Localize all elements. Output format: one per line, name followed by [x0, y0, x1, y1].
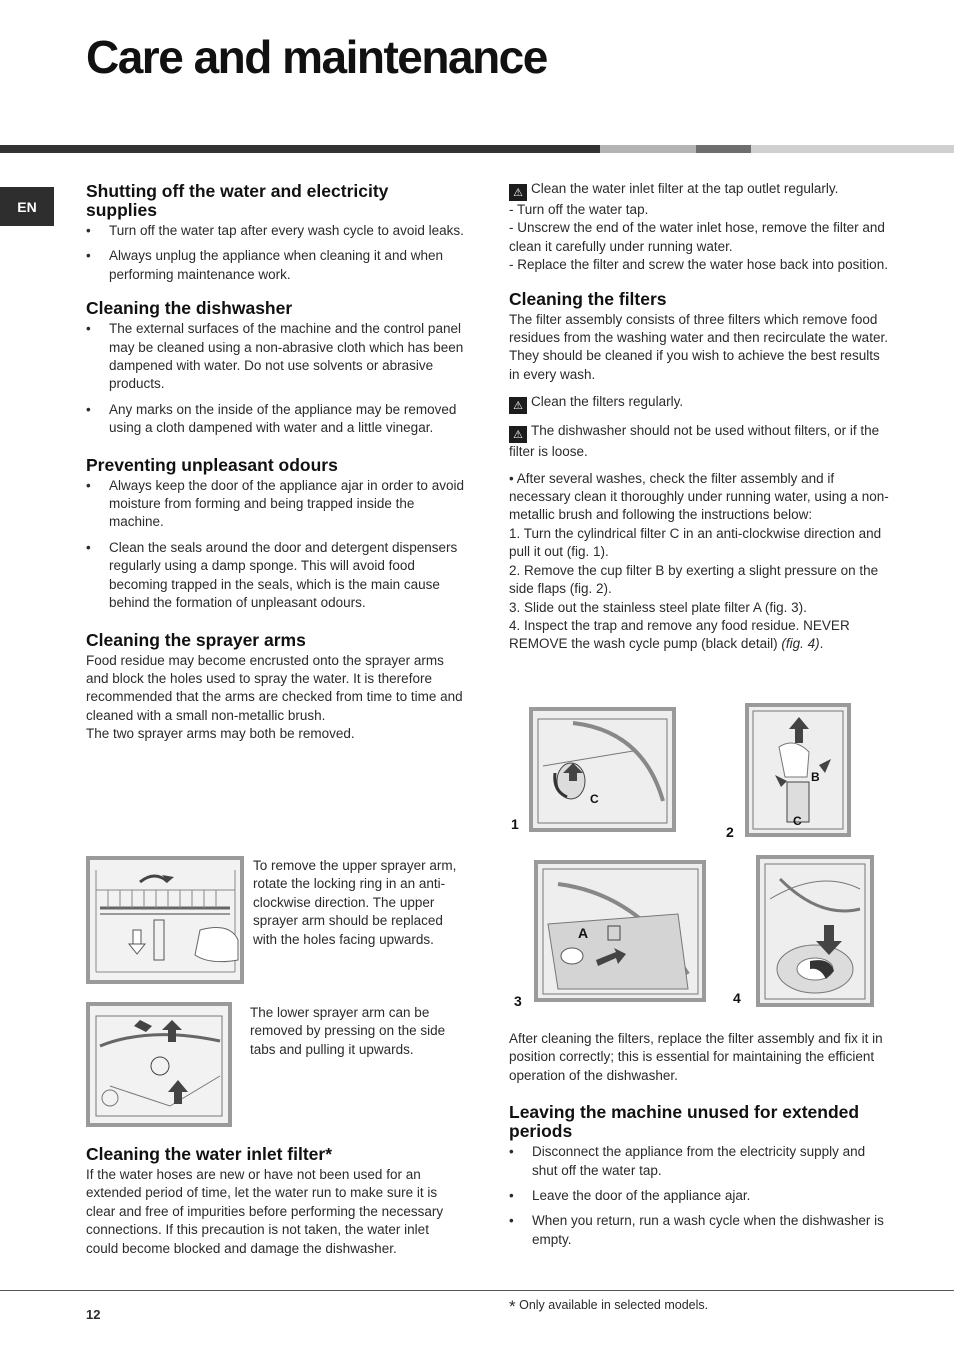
sprayer-removable-text: The two sprayer arms may both be removed. [86, 726, 355, 742]
list-item: • Always keep the door of the appliance ajar in order to avoid moisture from forming and being trapped inside the machine. [86, 477, 464, 532]
lower-sprayer-figure [86, 1002, 232, 1127]
inlet-filter-section [86, 1145, 464, 1258]
sprayer-text: Food residue may become encrusted onto the sprayer arms and block the holes used to spray the water. It is therefore recommended that the arms are checked from time to time and cleaned with a small non-metallic brush. [86, 652, 463, 723]
fig4-illustration [760, 859, 870, 1003]
filters-step: 2. Remove the cup filter B by exerting a slight pressure on the side flaps (fig. 2). [509, 562, 879, 597]
filters-step-4-ref: (fig. 4) [781, 636, 820, 652]
odours-heading: Preventing unpleasant odours [86, 454, 338, 475]
fig2-label-b: B [811, 770, 820, 784]
filter-figure-3 [534, 860, 706, 1002]
header-bar-light [600, 145, 696, 153]
filters-after-text: After cleaning the filters, replace the filter assembly and fix it in position correctly; this is essential for maintaining the efficient operation of the dishwasher. [509, 1031, 883, 1083]
tap-filter-step: - Unscrew the end of the water inlet hose, remove the filter and clean it carefully under running water. [509, 220, 885, 254]
fig3-label-a: A [578, 925, 589, 941]
filters-warning-1-text: Clean the filters regularly. [531, 394, 684, 410]
warning-icon: ⚠ [509, 426, 527, 443]
sprayer-heading: Cleaning the sprayer arms [86, 629, 306, 650]
footnote [509, 1297, 708, 1317]
page-title: Care and maintenance [86, 31, 547, 83]
filters-intro: • After several washes, check the filter assembly and if necessary clean it thoroughly under running water, using a non-metallic brush and following the instructions below: [509, 470, 889, 523]
header-bar-mid [696, 145, 751, 153]
list-item: • Any marks on the inside of the appliance may be removed using a cloth dampened with water and a little vinegar. [86, 401, 464, 438]
filters-step-4-text: 4. Inspect the trap and remove any food residue. NEVER REMOVE the wash cycle pump (black detail) [509, 617, 850, 652]
upper-sprayer-illustration [90, 860, 240, 980]
list-item: • Disconnect the appliance from the electricity supply and shut off the water tap. [509, 1143, 891, 1180]
fig2-number: 2 [726, 824, 734, 840]
list-item: • Turn off the water tap after every wash cycle to avoid leaks. [86, 222, 464, 240]
fig4-number: 4 [733, 990, 741, 1006]
list-item: • When you return, run a wash cycle when the dishwasher is empty. [509, 1212, 891, 1249]
filters-warning-1 [509, 393, 891, 414]
fig2-label-c: C [793, 814, 802, 828]
inlet-filter-text: If the water hoses are new or have not been used for an extended period of time, let the water run to make sure it is clear and free of impurities before performing the necessary connections. If this precaution is not taken, the water inlet could become blocked and damage the dishwasher. [86, 1167, 444, 1256]
shutoff-list [86, 222, 464, 284]
filters-text: The filter assembly consists of three filters which remove food residues from the washing water and then recirculate the water. They should be cleaned if you wish to achieve the best results in every wash. [509, 311, 888, 382]
lower-sprayer-caption: The lower sprayer arm can be removed by pressing on the side tabs and pulling it upwards. [250, 1005, 446, 1057]
tap-filter-step: - Turn off the water tap. [509, 202, 649, 217]
tap-filter-warning-text: Clean the water inlet filter at the tap outlet regularly. [531, 181, 839, 196]
header-bar-dark [0, 145, 600, 153]
fig1-illustration [533, 711, 672, 828]
filter-figure-2 [745, 703, 851, 837]
list-item: • Leave the door of the appliance ajar. [509, 1187, 891, 1205]
list-item: • The external surfaces of the machine and the control panel may be cleaned using a non-abrasive cloth which has been dampened with water. Do not use solvents or abrasive products. [86, 320, 464, 394]
shutoff-heading: Shutting off the water and electricity supplies [86, 181, 389, 220]
fig1-label-c: C [590, 792, 599, 806]
page-number: 12 [86, 1307, 101, 1322]
footer-divider [0, 1290, 954, 1291]
filter-figure-4 [756, 855, 874, 1007]
lower-sprayer-illustration [90, 1006, 228, 1123]
unused-list [509, 1143, 891, 1249]
right-column [509, 180, 891, 654]
inlet-filter-heading: Cleaning the water inlet filter* [86, 1144, 333, 1164]
filters-warning-2 [509, 422, 891, 461]
filters-step [509, 617, 891, 654]
filters-step: 1. Turn the cylindrical filter C in an anti-clockwise direction and pull it out (fig. 1). [509, 525, 882, 560]
upper-sprayer-figure [86, 856, 244, 984]
list-item: • Clean the seals around the door and detergent dispensers regularly using a damp sponge. This will avoid food becoming trapped in the seals, which is the main cause behind the formation of unpleasant odours. [86, 539, 464, 613]
footnote-star: * [509, 1297, 516, 1316]
cleaning-dishwasher-list [86, 320, 464, 437]
filters-step: 3. Slide out the stainless steel plate filter A (fig. 3). [509, 599, 807, 615]
tap-filter-warning [509, 180, 891, 201]
unused-heading: Leaving the machine unused for extended periods [509, 1102, 860, 1142]
odours-list [86, 477, 464, 613]
filters-heading: Cleaning the filters [509, 288, 667, 309]
tap-filter-step: - Replace the filter and screw the water hose back into position. [509, 257, 888, 273]
warning-icon: ⚠ [509, 397, 527, 414]
fig2-illustration [749, 707, 847, 833]
filters-warning-2-text: The dishwasher should not be used without filters, or if the filter is loose. [509, 423, 880, 460]
right-column-lower [509, 1030, 891, 1256]
upper-sprayer-caption: To remove the upper sprayer arm, rotate the locking ring in an anti-clockwise direction. The upper sprayer arm should be replaced with the holes facing upwards. [253, 858, 457, 947]
language-tab: EN [0, 187, 54, 226]
fig1-number: 1 [511, 816, 519, 832]
cleaning-dishwasher-heading: Cleaning the dishwasher [86, 298, 293, 319]
fig3-number: 3 [514, 993, 522, 1009]
left-column [86, 182, 464, 744]
footnote-text: Only available in selected models. [519, 1298, 709, 1312]
header-bar-pale [751, 145, 954, 153]
warning-icon: ⚠ [509, 184, 527, 201]
filters-step-4-end: . [819, 636, 824, 652]
filter-figure-1 [529, 707, 676, 832]
list-item: • Always unplug the appliance when cleaning it and when performing maintenance work. [86, 247, 464, 284]
fig3-illustration [538, 864, 702, 998]
